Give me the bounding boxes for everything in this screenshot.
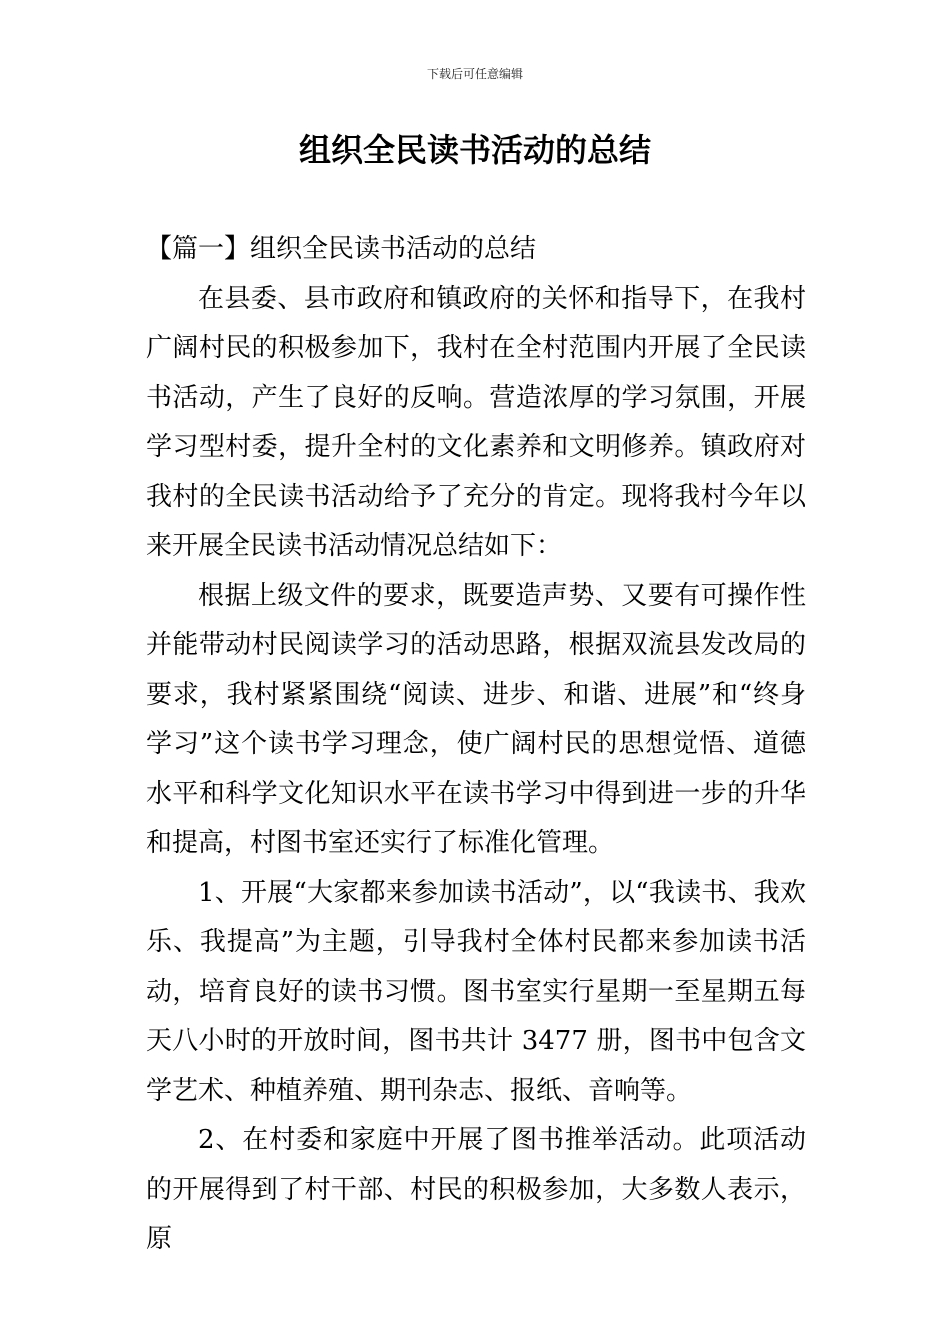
page-header-note: 下载后可任意编辑 [426, 67, 523, 81]
body-paragraph: 1、开展“大家都来参加读书活动”，以“我读书、我欢乐、我提高”为主题，引导我村全体村民都来参加读书活动，培育良好的读书习惯。图书室实行星期一至星期五每天八小时的开放时间，图书共计 3477 册，图书中包含文学艺术、种植养殖、期刊杂志、报纸、音响等。 [146, 877, 806, 1106]
document-title: 组织全民读书活动的总结 [298, 131, 651, 169]
body-paragraph: 在县委、县市政府和镇政府的关怀和指导下，在我村广阔村民的积极参加下，我村在全村范围内开展了全民读书活动，产生了良好的反响。营造浓厚的学习氛围，开展学习型村委，提升全村的文化素养和文明修养。镇政府对我村的全民读书活动给予了充分的肯定。现将我村今年以来开展全民读书活动情况总结如下： [146, 283, 806, 561]
body-paragraph: 2、在村委和家庭中开展了图书推举活动。此项活动的开展得到了村干部、村民的积极参加，大多数人表示，原 [146, 1125, 806, 1254]
document-body [146, 225, 806, 1265]
body-paragraph: 根据上级文件的要求，既要造声势、又要有可操作性并能带动村民阅读学习的活动思路，根据双流县发改局的要求，我村紧紧围绕“阅读、进步、和谐、进展”和“终身学习”这个读书学习理念，使广阔村民的思想觉悟、道德水平和科学文化知识水平在读书学习中得到进一步的升华和提高，村图书室还实行了标准化管理。 [146, 580, 806, 858]
section-heading: 【篇一】组织全民读书活动的总结 [146, 234, 537, 264]
